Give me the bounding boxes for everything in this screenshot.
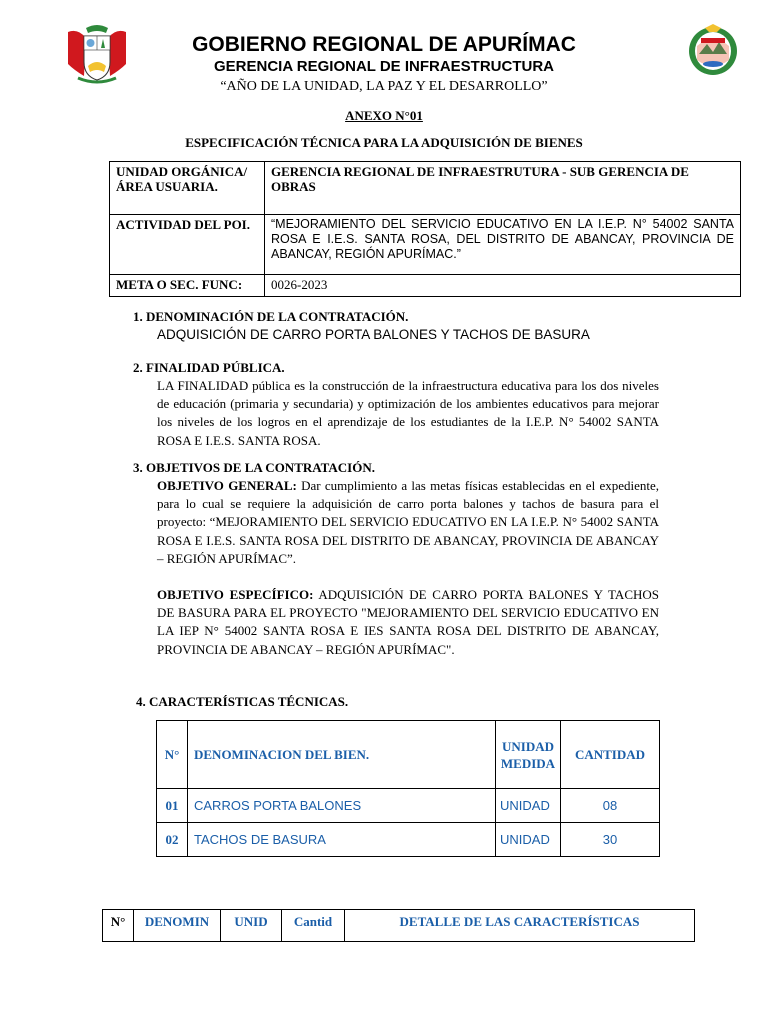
tech-row-1-unit: UNIDAD	[496, 789, 561, 823]
section-4-heading: 4. CARACTERÍSTICAS TÉCNICAS.	[136, 694, 349, 709]
page-title: GOBIERNO REGIONAL DE APURÍMAC	[192, 33, 576, 56]
objective-specific-label: OBJETIVO ESPECÍFICO:	[157, 587, 314, 602]
tech-row-2-num: 02	[157, 823, 188, 857]
spec-title: ESPECIFICACIÓN TÉCNICA PARA LA ADQUISICIÓN DE BIENES	[185, 135, 583, 150]
objective-general-label: OBJETIVO GENERAL:	[157, 478, 297, 493]
tech-row-1-qty: 08	[561, 789, 660, 823]
section-1-text: ADQUISICIÓN DE CARRO PORTA BALONES Y TACHOS DE BASURA	[157, 327, 590, 342]
tech-table	[156, 720, 660, 857]
tech-header-name: DENOMINACION DEL BIEN.	[188, 721, 496, 789]
detail-table	[102, 909, 695, 942]
tech-row-1-num: 01	[157, 789, 188, 823]
objective-general	[157, 477, 659, 568]
activity-label: ACTIVIDAD DEL POI.	[110, 215, 265, 275]
meta-label: META O SEC. FUNC:	[110, 275, 265, 297]
detail-header-num: N°	[103, 910, 134, 942]
tech-row-2-unit: UNIDAD	[496, 823, 561, 857]
section-1-heading: 1. DENOMINACIÓN DE LA CONTRATACIÓN.	[133, 309, 409, 324]
detail-header-unit: UNID	[221, 910, 282, 942]
unit-value: GERENCIA REGIONAL DE INFRAESTRUTURA - SUB GERENCIA DE OBRAS	[265, 162, 741, 215]
activity-value: “MEJORAMIENTO DEL SERVICIO EDUCATIVO EN LA I.E.P. N° 54002 SANTA ROSA E I.E.S. SANTA ROSA, DEL DISTRITO DE ABANCAY, PROVINCIA DE ABANCAY, REGIÓN APURÍMAC.”	[265, 215, 741, 275]
section-3-heading: 3. OBJETIVOS DE LA CONTRATACIÓN.	[133, 460, 375, 475]
objective-specific-text: ADQUISICIÓN DE CARRO PORTA BALONES Y TACHOS DE BASURA PARA EL PROYECTO "MEJORAMIENTO DEL SERVICIO EDUCATIVO EN LA IEP N° 54002 SANTA ROSA E IES SANTA ROSA DEL DISTRITO DE ABANCAY, PROVINCIA DE ABANCAY – REGIÓN APURÍMAC".	[157, 587, 659, 657]
page-subtitle: GERENCIA REGIONAL DE INFRAESTRUCTURA	[213, 58, 554, 75]
meta-value: 0026-2023	[265, 275, 741, 297]
tech-header-qty: CANTIDAD	[561, 721, 660, 789]
annex-label: ANEXO N°01	[345, 108, 423, 123]
tech-header-unit: UNIDAD MEDIDA	[496, 721, 561, 789]
section-2-text: LA FINALIDAD pública es la construcción de la infraestructura educativa para los dos niveles de educación (primaria y secundaria) y optimización de los ambientes educativos para mejorar los niveles de los logros en el aprendizaje de los estudiantes de la I.E.P. N° 54002 SANTA ROSA E I.E.S. SANTA ROSA.	[157, 378, 659, 448]
tech-row-2-qty: 30	[561, 823, 660, 857]
tech-row-1-name: CARROS PORTA BALONES	[188, 789, 496, 823]
tech-row-2-name: TACHOS DE BASURA	[188, 823, 496, 857]
detail-header-details: DETALLE DE LAS CARACTERÍSTICAS	[345, 910, 695, 942]
section-2-heading: 2. FINALIDAD PÚBLICA.	[133, 360, 285, 375]
year-motto: “AÑO DE LA UNIDAD, LA PAZ Y EL DESARROLLO”	[220, 79, 548, 94]
objective-general-text: Dar cumplimiento a las metas físicas establecidas en el expediente, para lo cual se requiere la adquisición de carro porta balones y tachos de basura para el proyecto: “MEJORAMIENTO DEL SERVICIO EDUCATIVO EN LA I.E.P. N° 54002 SANTA ROSA E I.E.S. SANTA ROSA DEL DISTRITO DE ABANCAY, PROVINCIA DE ABANCAY – REGIÓN APURÍMAC”.	[157, 478, 660, 566]
detail-header-name: DENOMIN	[134, 910, 221, 942]
tech-header-num: N°	[157, 721, 188, 789]
detail-header-qty: Cantid	[282, 910, 345, 942]
objective-specific	[157, 586, 659, 659]
info-table	[109, 161, 741, 297]
unit-label: UNIDAD ORGÁNICA/ÁREA USUARIA.	[110, 162, 265, 215]
